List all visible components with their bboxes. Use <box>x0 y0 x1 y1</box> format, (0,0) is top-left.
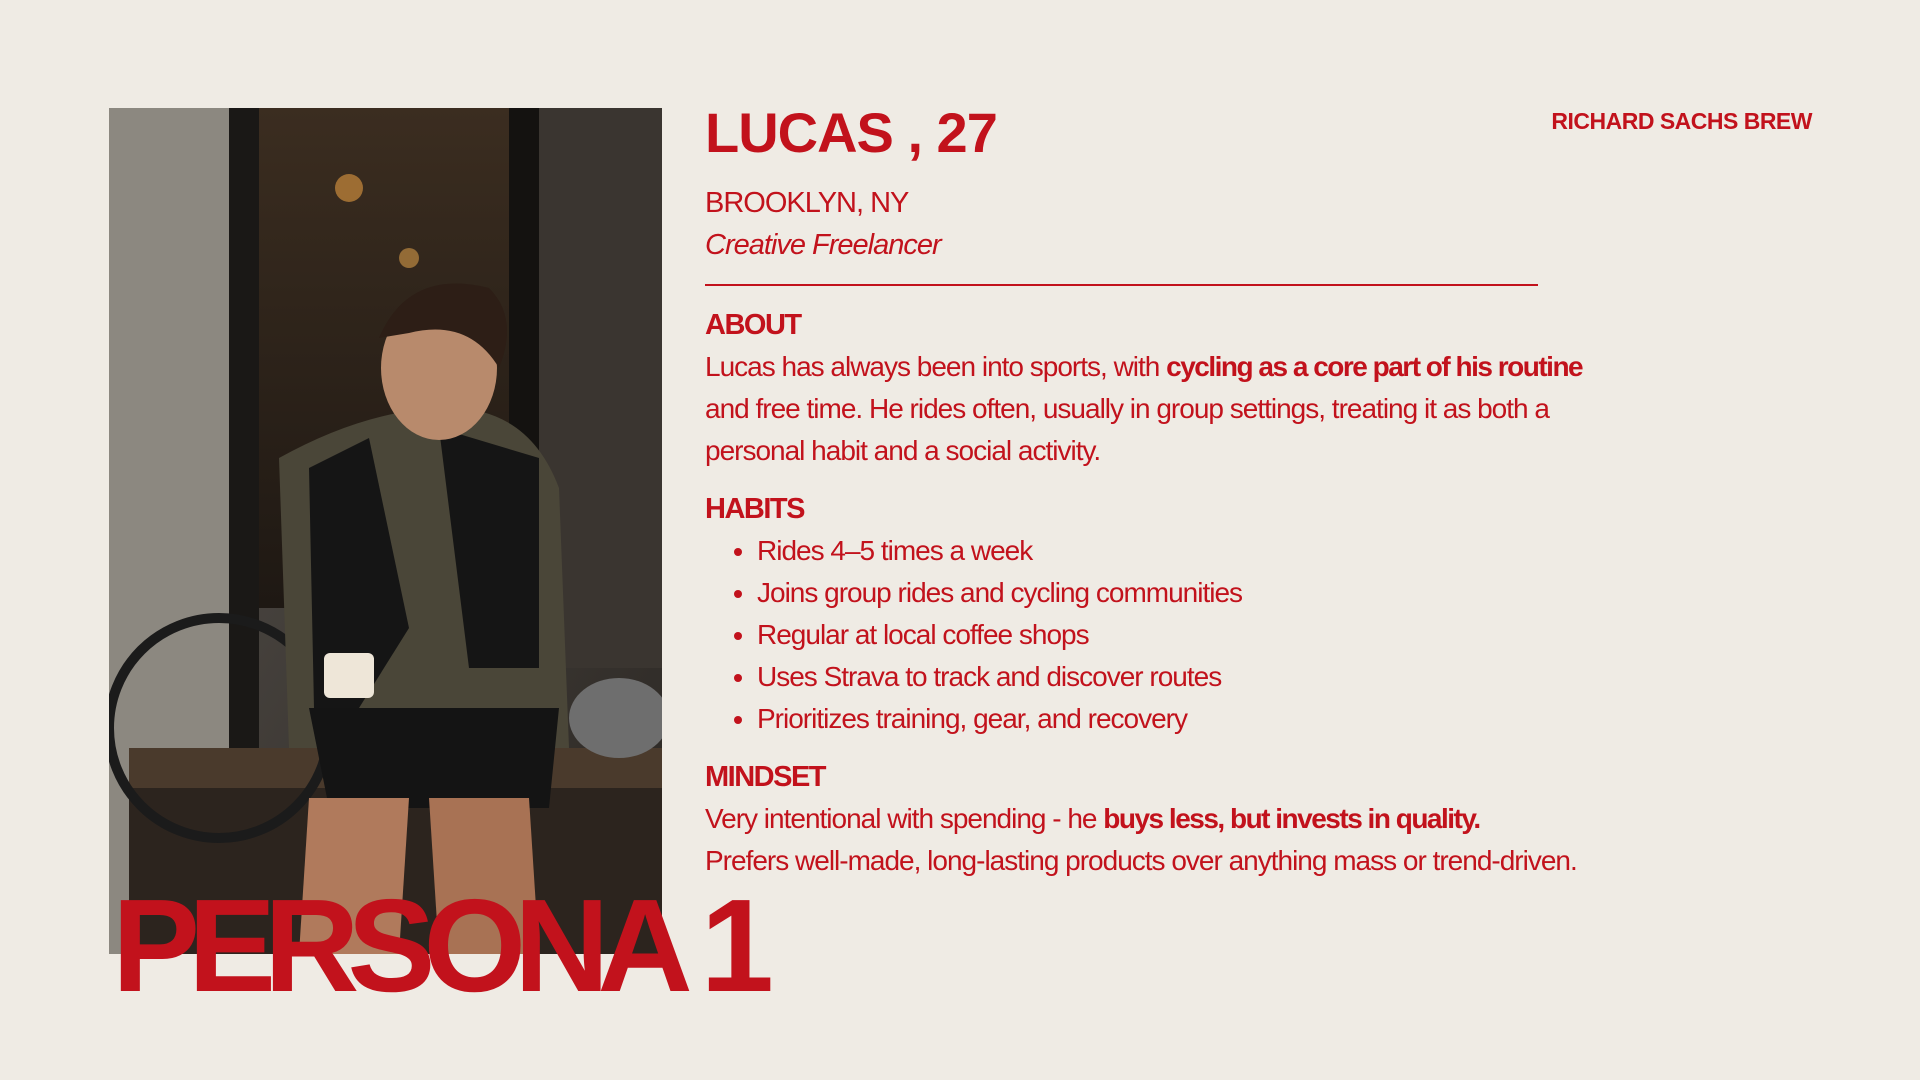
habits-heading: HABITS <box>705 493 804 525</box>
cyclist-cafe-photo-icon <box>109 108 662 954</box>
persona-photo <box>109 108 662 954</box>
about-heading: ABOUT <box>705 309 801 341</box>
mindset-text <box>705 798 1625 882</box>
persona-details <box>705 98 1625 882</box>
about-highlight: cycling as a core part of his routine <box>1166 351 1583 382</box>
persona-name: LUCAS , 27 <box>705 101 997 164</box>
persona-location: BROOKLYN, NY <box>705 187 909 219</box>
list-item: • Joins group rides and cycling communities <box>757 572 1625 614</box>
persona-role: Creative Freelancer <box>705 229 941 261</box>
about-text <box>705 346 1625 472</box>
mindset-text-2: Prefers well-made, long-lasting products over anything mass or trend-driven. <box>705 845 1577 876</box>
list-item: • Rides 4–5 times a week <box>757 530 1625 572</box>
about-text-2: and free time. He rides often, usually in group settings, treating it as both a personal habit and a social activity. <box>705 393 1549 466</box>
list-item: • Prioritizes training, gear, and recovery <box>757 698 1625 740</box>
divider <box>705 284 1538 286</box>
habits-list <box>705 530 1625 740</box>
mindset-highlight: buys less, but invests in quality. <box>1103 803 1480 834</box>
brand-name: RICHARD SACHS BREW <box>1551 108 1812 134</box>
about-text-1: Lucas has always been into sports, with <box>705 351 1167 382</box>
list-item: • Regular at local coffee shops <box>757 614 1625 656</box>
mindset-heading: MINDSET <box>705 761 825 793</box>
persona-title: PERSONA 1 <box>112 872 762 1019</box>
list-item: • Uses Strava to track and discover routes <box>757 656 1625 698</box>
mindset-text-1: Very intentional with spending - he <box>705 803 1104 834</box>
